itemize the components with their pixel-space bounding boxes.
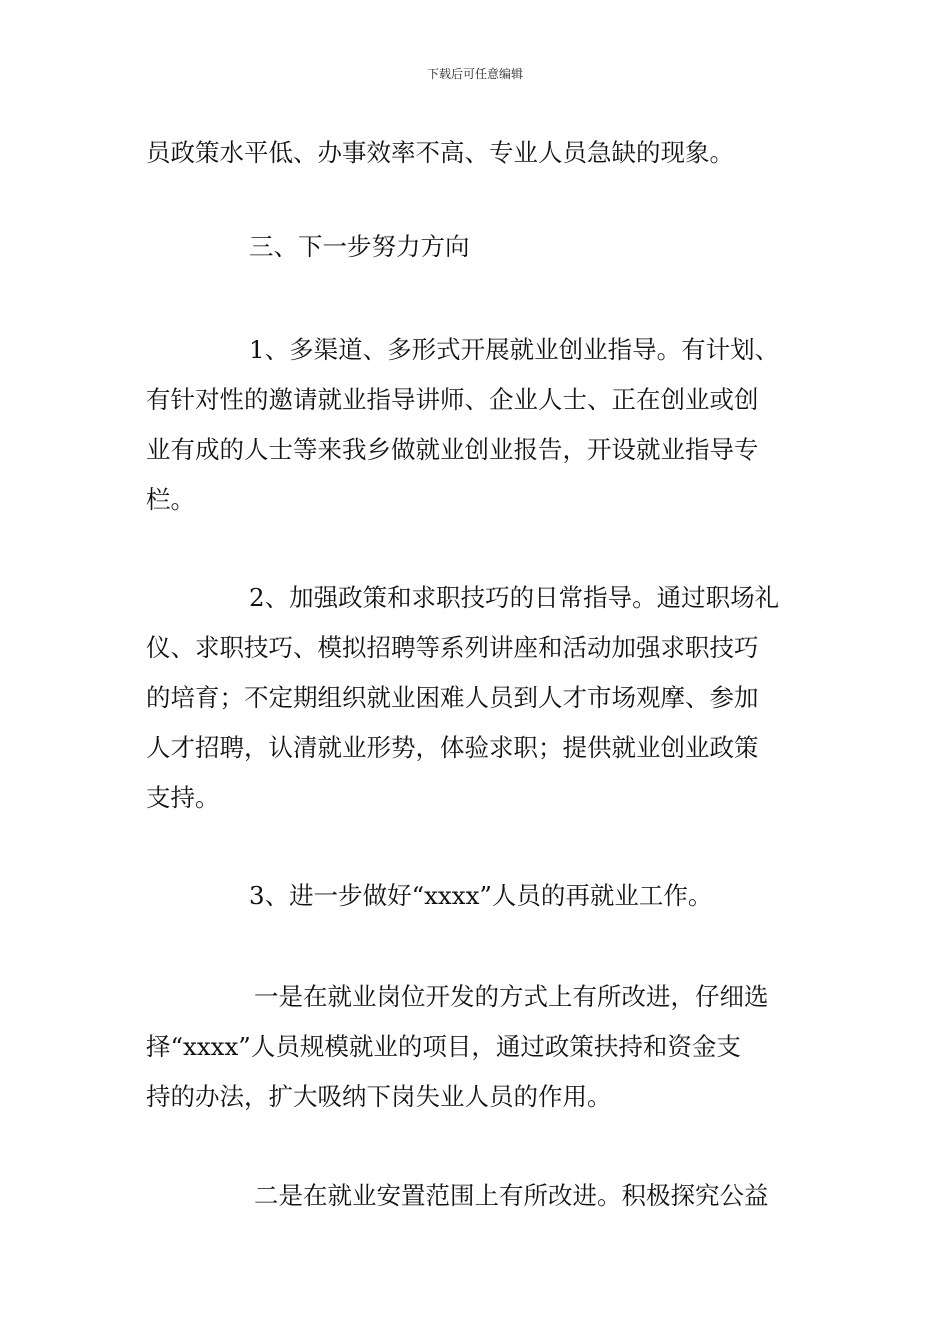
page-header: 下载后可任意编辑	[426, 67, 523, 81]
text-line: 的培育；不定期组织就业困难人员到人才市场观摩、参加	[146, 683, 759, 712]
text-line: 员政策水平低、办事效率不高、专业人员急缺的现象。	[146, 138, 734, 167]
text-line: 有针对性的邀请就业指导讲师、企业人士、正在创业或创	[146, 385, 759, 414]
text-line: 栏。	[146, 485, 195, 514]
section-heading	[146, 222, 808, 272]
paragraph-item-1	[146, 325, 808, 525]
text-line: 一是在就业岗位开发的方式上有所改进，仔细选	[254, 982, 769, 1011]
text-line: 人才招聘，认清就业形势，体验求职；提供就业创业政策	[146, 733, 759, 762]
paragraph-point-1	[146, 972, 808, 1122]
text-line: 择“xxxx”人员规模就业的项目，通过政策扶持和资金支	[146, 1032, 741, 1061]
text-line: 业有成的人士等来我乡做就业创业报告，开设就业指导专	[146, 435, 759, 464]
text-line: 二是在就业安置范围上有所改进。积极探究公益	[254, 1181, 769, 1210]
text-line: 持的办法，扩大吸纳下岗失业人员的作用。	[146, 1082, 612, 1111]
text-line: 1、多渠道、多形式开展就业创业指导。有计划、	[249, 335, 780, 364]
text-line: 3、进一步做好“xxxx”人员的再就业工作。	[249, 881, 713, 910]
paragraph-item-3	[146, 871, 808, 921]
paragraph-continuation	[146, 128, 808, 178]
text-line: 仪、求职技巧、模拟招聘等系列讲座和活动加强求职技巧	[146, 633, 759, 662]
paragraph-item-2	[146, 573, 808, 823]
paragraph-point-2	[146, 1171, 808, 1221]
text-line: 支持。	[146, 783, 220, 812]
text-line: 三、下一步努力方向	[249, 232, 470, 261]
text-line: 2、加强政策和求职技巧的日常指导。通过职场礼	[249, 583, 780, 612]
